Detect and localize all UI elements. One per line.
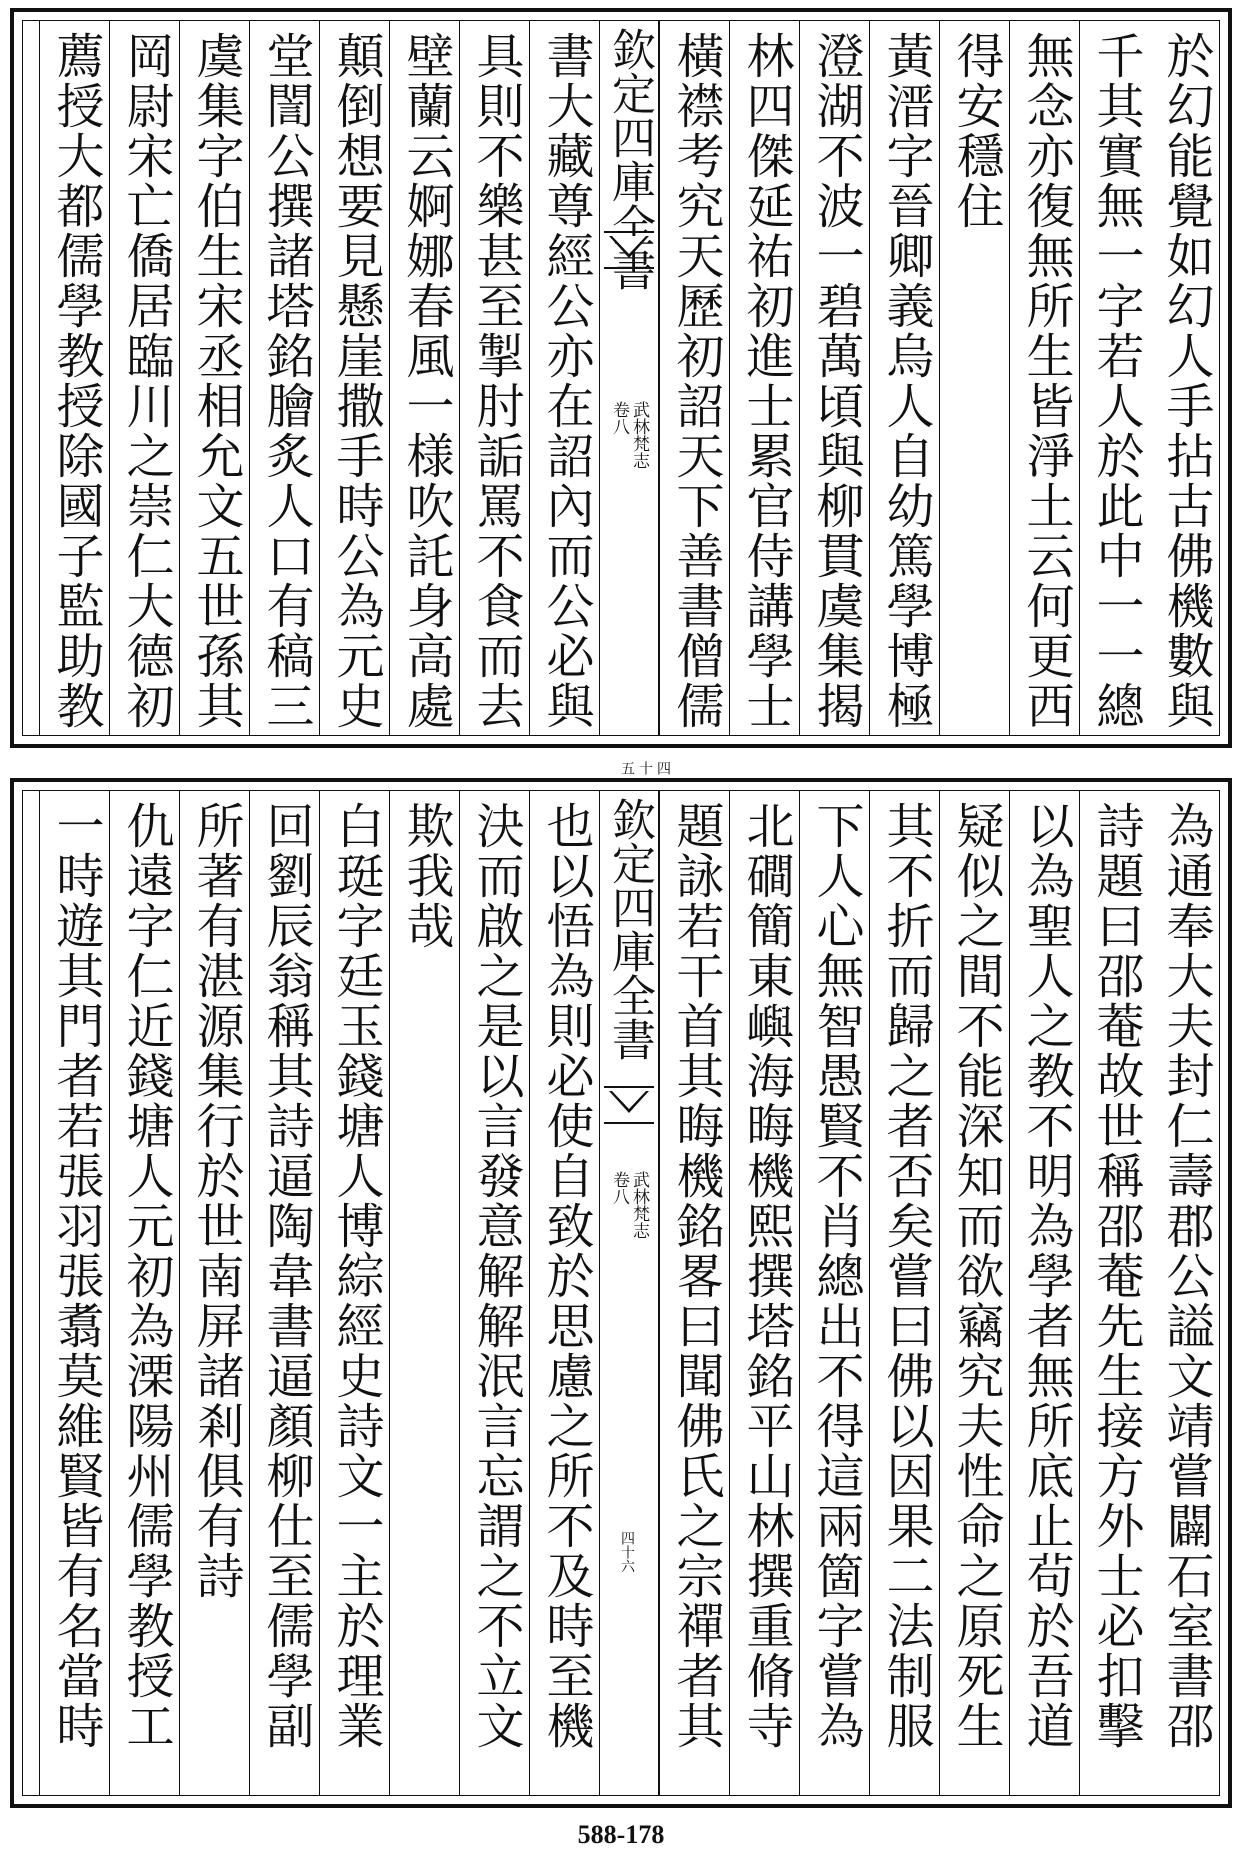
text-column: 北磵簡東嶼海晦機熙撰塔銘平山林撰重脩寺 [729,791,799,1795]
text-column: 疑似之間不能深知而欲竊究夫性命之原死生 [939,791,1009,1795]
text-column: 仇遠字仁近錢塘人元初為溧陽州儒學教授工 [109,791,179,1795]
center-fold [599,21,671,775]
center-folio: 四十五 [619,761,671,775]
fish-tail-mark-icon [604,1086,654,1124]
text-column: 無念亦復無所生皆淨土云何更西 [1009,21,1079,735]
center-folio: 四十六 [619,1531,635,1573]
text-column: 以為聖人之教不明為學者無所底止茍於吾道 [1009,791,1079,1795]
text-column: 黃溍字晉卿義烏人自幼篤學博極 [869,21,939,735]
text-column: 具則不樂甚至掣肘詬罵不食而去 [459,21,529,735]
text-column: 決而啟之是以言發意解解泯言忘謂之不立文 [459,791,529,1795]
text-column: 薦授大都儒學教授除國子監助教 [39,21,109,735]
text-column: 書大藏尊經公亦在詔內而公必與 [529,21,599,735]
bottom-page [10,778,1232,1808]
top-page-frame [22,20,1220,775]
text-column: 橫襟考究天歷初詔天下善書僧儒 [659,21,729,735]
text-column: 所著有湛源集行於世南屏諸剎俱有詩 [179,791,249,1795]
text-column: 林四傑延祐初進士累官侍講學士 [729,21,799,735]
center-book-title: 武林梵志 [629,1171,649,1239]
text-column: 為通奉大夫封仁壽郡公謚文靖嘗闢石室書邵 [1158,801,1214,1751]
text-column: 澄湖不波一碧萬頃與柳貫虞集揭 [799,21,869,735]
text-column: 岡尉宋亡僑居臨川之崇仁大德初 [109,21,179,735]
text-column: 壁蘭云婀娜春風一様吹託身高處 [389,21,459,735]
center-fold [599,791,659,1795]
text-column: 堂誾公撰諸塔銘膾炙人口有稿三 [249,21,319,735]
center-juan: 卷八 [609,1171,629,1205]
text-column: 也以悟為則必使自致於思慮之所不及時至機 [529,791,599,1795]
text-column: 回劉辰翁稱其詩逼陶韋書逼顏柳仕至儒學副 [249,791,319,1795]
fish-tail-mark-icon [604,231,654,269]
text-column: 於幻能覺如幻人手拈古佛機數與 [1158,31,1214,731]
text-column: 下人心無智愚賢不肖總出不得這兩箇字嘗為 [799,791,869,1795]
text-column: 詩題曰邵菴故世稱邵菴先生接方外士必扣擊 [1079,791,1149,1795]
text-column: 題詠若干首其晦機銘畧曰聞佛氏之宗禪者其 [659,791,729,1795]
text-column: 得安穩住 [939,21,1009,735]
bottom-page-frame [22,790,1220,1796]
text-column: 虞集字伯生宋丞相允文五世孫其 [179,21,249,735]
center-juan: 卷八 [609,401,629,435]
center-book-title: 武林梵志 [629,401,649,469]
text-column: 千其實無一字若人於此中一一總 [1079,21,1149,735]
text-column: 白珽字廷玉錢塘人博綜經史詩文一主於理業 [319,791,389,1795]
center-title: 欽定四庫全書 [604,797,655,1061]
text-column: 顛倒想要見懸崖撒手時公為元史 [319,21,389,735]
text-column: 欺我哉 [389,791,459,1795]
page-number: 588-178 [577,1820,665,1849]
text-column: 一時遊其門者若張羽張翥莫維賢皆有名當時 [39,791,109,1795]
text-column: 其不折而歸之者否矣嘗曰佛以因果二法制服 [869,791,939,1795]
top-page [10,8,1232,775]
center-title: 欽定四庫全書 [604,27,655,291]
